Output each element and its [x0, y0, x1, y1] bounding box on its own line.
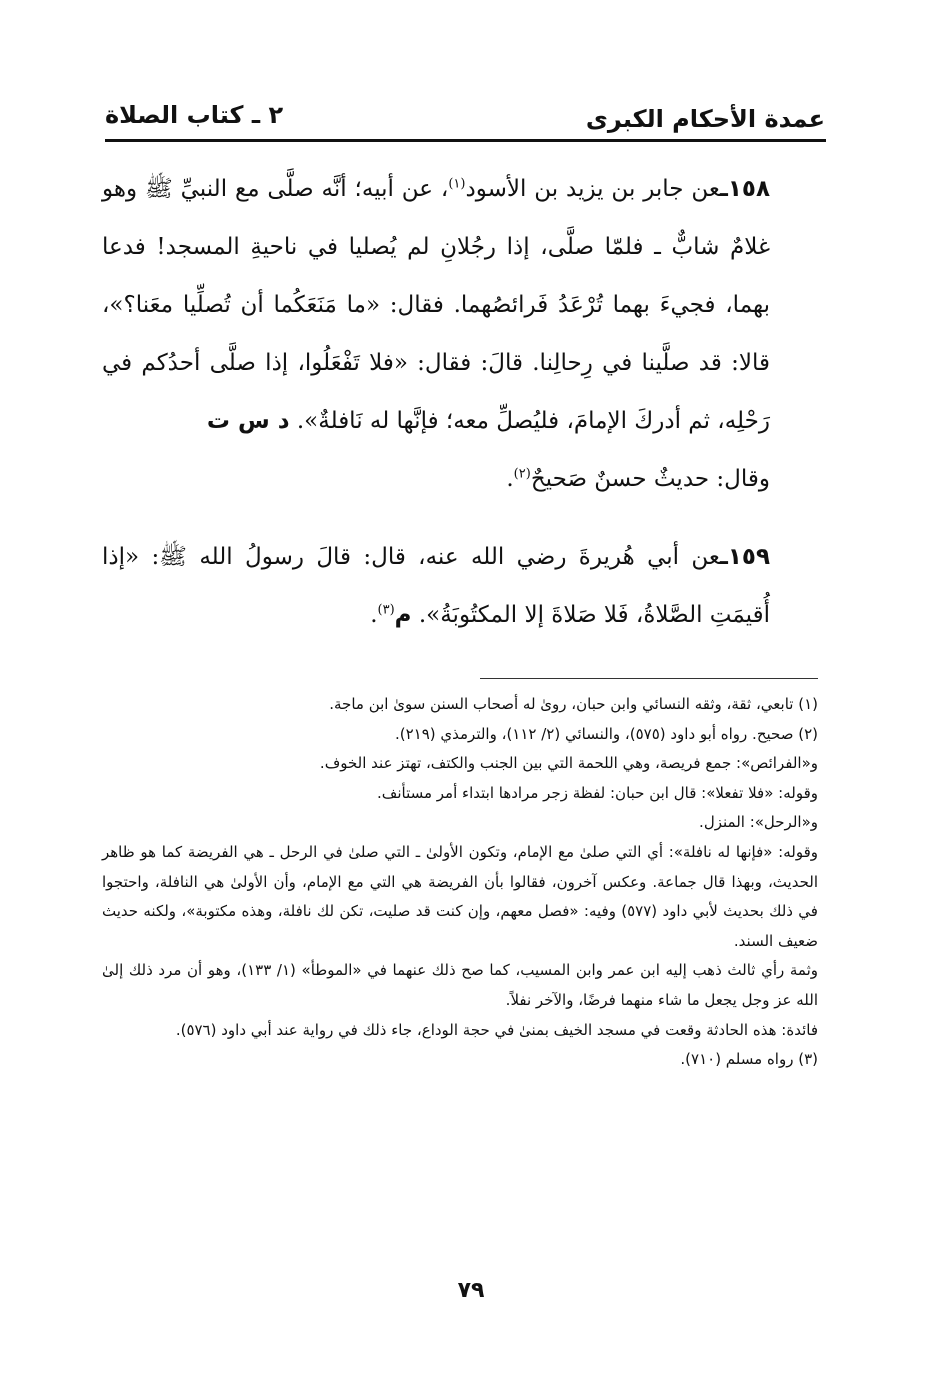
running-header: [105, 96, 825, 138]
footnotes: [102, 690, 818, 1075]
hadith-158-grading: وقال: حديثٌ حسنٌ صَحيحٌ: [530, 466, 770, 492]
hadith-158-matn: ، عن أبيه؛ أنَّه صلَّى مع النبيِّ ﷺ وهو غلامٌ شابٌّ ـ فلمّا صلَّى، إذا رجُلانِ لم يُصليا في ناحيةِ المسجد! فدعا بهما، فجيءَ بهما تُرْعَدُ فَرائصُهما. فقال: «ما مَنَعَكُما أن تُصلِّيا معَنا؟»، قالا: قد صلَّينا في رِحالِنا. قالَ: فقال: «فلا تَفْعَلُوا، إذا صلَّى أحدُكم في رَحْلِه، ثم أدركَ الإمامَ، فليُصلِّ معه؛ فإنَّها له نَافلةٌ».: [102, 176, 770, 434]
footnote-ref-1: (١): [448, 176, 466, 192]
footnote-2-nafila: وقوله: «فإنها له نافلة»: أي التي صلىٰ مع الإمام، وتكون الأولىٰ ـ التي صلىٰ في الرحل ـ هي الفريضة كما هو ظاهر الحديث، وبهذا قال جماعة. وعكس آخرون، فقالوا بأن الفريضة هي التي مع الإمام، وأن الأولىٰ هي النافلة، واحتجوا في ذلك بحديث لأبي داود (٥٧٧) وفيه: «فصل معهم، وإن كنت قد صليت، تكن لك نافلة، وهذه مكتوبة»، ولكنه حديث ضعيف السند.: [102, 842, 818, 950]
hadith-158: [102, 160, 770, 508]
hadith-158-text: [102, 160, 770, 508]
footnote-2-third-view: وثمة رأي ثالث ذهب إليه ابن عمر وابن المسيب، كما صح ذلك عنهما في «الموطأ» (١/ ١٣٣)، وهو أن مرد ذلك إلىٰ الله عز وجل يجعل ما شاء منهما فرضًا، والآخر نفلاً.: [102, 961, 819, 1009]
page-number: ٧٩: [457, 1278, 485, 1303]
source-sigla: د س ت: [206, 408, 290, 434]
book-title: عمدة الأحكام الكبرى: [585, 105, 825, 133]
footnote-1: (١) تابعي، ثقة، وثقه النسائي وابن حبان، روىٰ له أصحاب السنن سوىٰ ابن ماجة.: [329, 695, 818, 713]
footnote-3: (٣) رواه مسلم (٧١٠).: [680, 1050, 818, 1069]
hadith-number: ١٥٩ـ: [720, 544, 770, 570]
source-sigla: م: [394, 602, 412, 628]
hadith-159-end: .: [370, 602, 378, 628]
footnote-2-faida: فائدة: هذه الحادثة وقعت في مسجد الخيف بمنىٰ في حجة الوداع، جاء ذلك في رواية عند أبي داود (٥٧٦).: [175, 1020, 818, 1039]
footnote-2: (٢) صحيح. رواه أبو داود (٥٧٥)، والنسائي (٢/ ١١٢)، والترمذي (٢١٩).: [394, 724, 818, 743]
footnote-2-la-tafala: وقوله: «فلا تفعلا»: قال ابن حبان: لفظة زجر مرادها ابتداء أمر مستأنف.: [377, 783, 818, 802]
hadith-158-narrator: عن جابر بن يزيد بن الأسود: [465, 176, 720, 202]
footnote-ref-2: (٢): [513, 466, 531, 482]
chapter-title: ٢ ـ كتاب الصلاة: [105, 101, 284, 129]
hadith-159-matn: عن أبي هُريرةَ رضي الله عنه، قال: قالَ رسولُ الله ﷺ: «إذا أُقيمَتِ الصَّلاةُ، فَلا صَلاةَ إلا المكتُوبَةُ».: [102, 544, 770, 628]
footnote-2-rahl: و«الرحل»: المنزل.: [699, 813, 818, 832]
footnote-separator: [480, 678, 818, 679]
hadith-158-end: .: [506, 466, 514, 492]
header-rule: [105, 139, 826, 142]
hadith-159: [102, 528, 770, 644]
main-text: [102, 160, 770, 644]
hadith-number: ١٥٨ـ: [720, 176, 770, 202]
footnote-2-faraid: و«الفرائص»: جمع فريصة، وهي اللحمة التي بين الجنب والكتف، تهتز عند الخوف.: [319, 754, 818, 773]
hadith-159-text: [102, 528, 770, 644]
footnote-ref-3: (٣): [377, 602, 395, 618]
